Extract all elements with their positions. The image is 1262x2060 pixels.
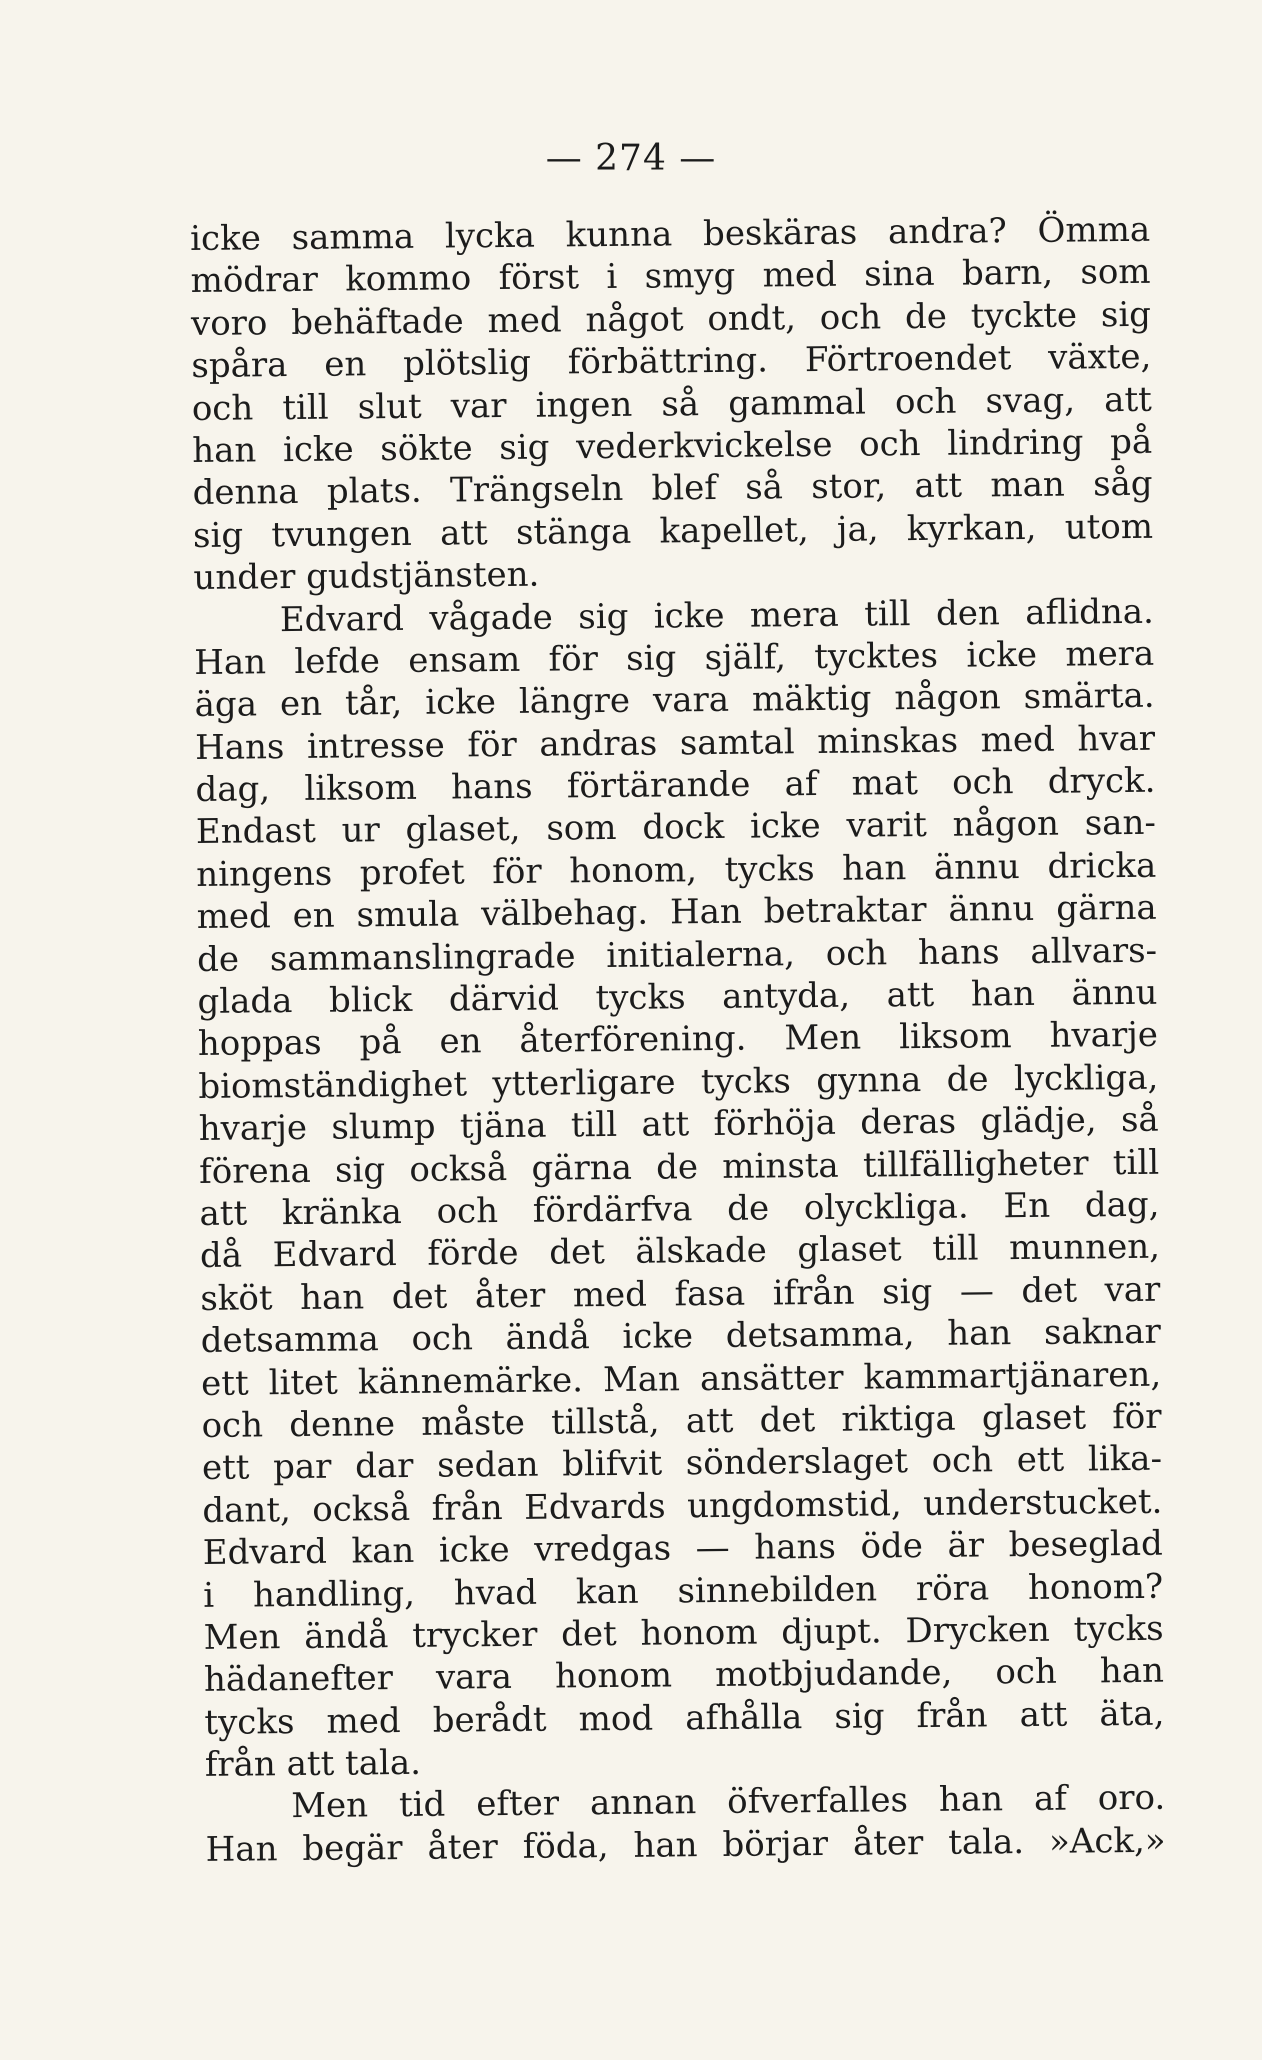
body-text — [190, 209, 1166, 1871]
text-line: dant, också från Edvards ungdomstid, understucket. — [202, 1481, 1163, 1531]
text-line: ett par dar sedan blifvit sönderslaget och ett lika- — [201, 1439, 1163, 1489]
text-line: sköt han det åter med fasa ifrån sig — det var — [200, 1269, 1161, 1319]
text-line: med en smula välbehag. Han betraktar ännu gärna — [196, 888, 1157, 938]
text-line: hvarje slump tjäna till att förhöja deras glädje, så — [198, 1099, 1159, 1150]
text-line: hädanefter vara honom motbjudande, och han — [203, 1650, 1165, 1701]
text-line: Men tid efter annan öfverfalles han af oro. — [291, 1778, 1166, 1827]
text-line: ningens profet för honom, tycks han ännu dricka — [196, 845, 1157, 895]
text-line: spåra en plötslig förbättring. Förtroendet växte, — [191, 336, 1152, 387]
text-line: och denne måste tillstå, att det riktiga glaset för — [201, 1396, 1162, 1446]
text-line: Han begär åter föda, han börjar åter tala. »Ack,» — [205, 1820, 1166, 1870]
text-line: Men ändå trycker det honom djupt. Drycken tycks — [203, 1608, 1164, 1658]
text-line: Hans intresse för andras samtal minskas med hvar — [194, 718, 1156, 768]
text-line: denna plats. Trängseln blef så stor, att man såg — [192, 464, 1153, 514]
text-line: då Edvard förde det älskade glaset till munnen, — [199, 1227, 1161, 1277]
text-line: förena sig också gärna de minsta tillfälligheter till — [198, 1142, 1160, 1192]
text-line: att kränka och fördärfva de olyckliga. En dag, — [199, 1184, 1160, 1234]
text-line: äga en tår, icke längre vara mäktig någon smärta. — [194, 676, 1155, 726]
text-line: mödrar kommo först i smyg med sina barn, som — [190, 252, 1151, 302]
text-line: glada blick därvid tycks antyda, att han ännu — [197, 972, 1158, 1022]
text-line: ett litet kännemärke. Man ansätter kammartjänaren, — [200, 1354, 1162, 1404]
text-line: Edvard kan icke vredgas — hans öde är beseglad — [202, 1523, 1163, 1574]
page-number: — 274 — — [545, 138, 717, 179]
text-line: i handling, hvad kan sinnebilden röra honom? — [203, 1566, 1164, 1616]
text-line: hoppas på en återförening. Men liksom hvarje — [197, 1015, 1159, 1065]
text-line: och till slut var ingen så gammal och svag, att — [191, 379, 1152, 429]
text-line: voro behäftade med något ondt, och de tyckte sig — [190, 294, 1152, 344]
text-line: sig tvungen att stänga kapellet, ja, kyrkan, utom — [192, 506, 1154, 556]
text-line: icke samma lycka kunna beskäras andra? Ömma — [190, 209, 1151, 259]
text-line: Edvard vågade sig icke mera till den aflidna. — [279, 591, 1155, 640]
text-line: tycks med berådt mod afhålla sig från att äta, — [204, 1693, 1165, 1743]
text-line: dag, liksom hans förtärande af mat och dryck. — [195, 760, 1156, 811]
text-line: detsamma och ändå icke detsamma, han saknar — [200, 1311, 1161, 1362]
text-line: från att tala. — [204, 1742, 422, 1785]
text-line: biomständighet ytterligare tycks gynna de lyckliga, — [198, 1057, 1159, 1107]
text-line: under gudstjänsten. — [193, 554, 540, 599]
text-line: de sammanslingrade initialerna, och hans allvars- — [196, 930, 1158, 980]
text-line: han icke sökte sig vederkvickelse och lindring på — [192, 421, 1153, 471]
text-line: Endast ur glaset, som dock icke varit någon san- — [195, 803, 1157, 853]
text-line: Han lefde ensam för sig själf, tycktes icke mera — [194, 633, 1155, 683]
